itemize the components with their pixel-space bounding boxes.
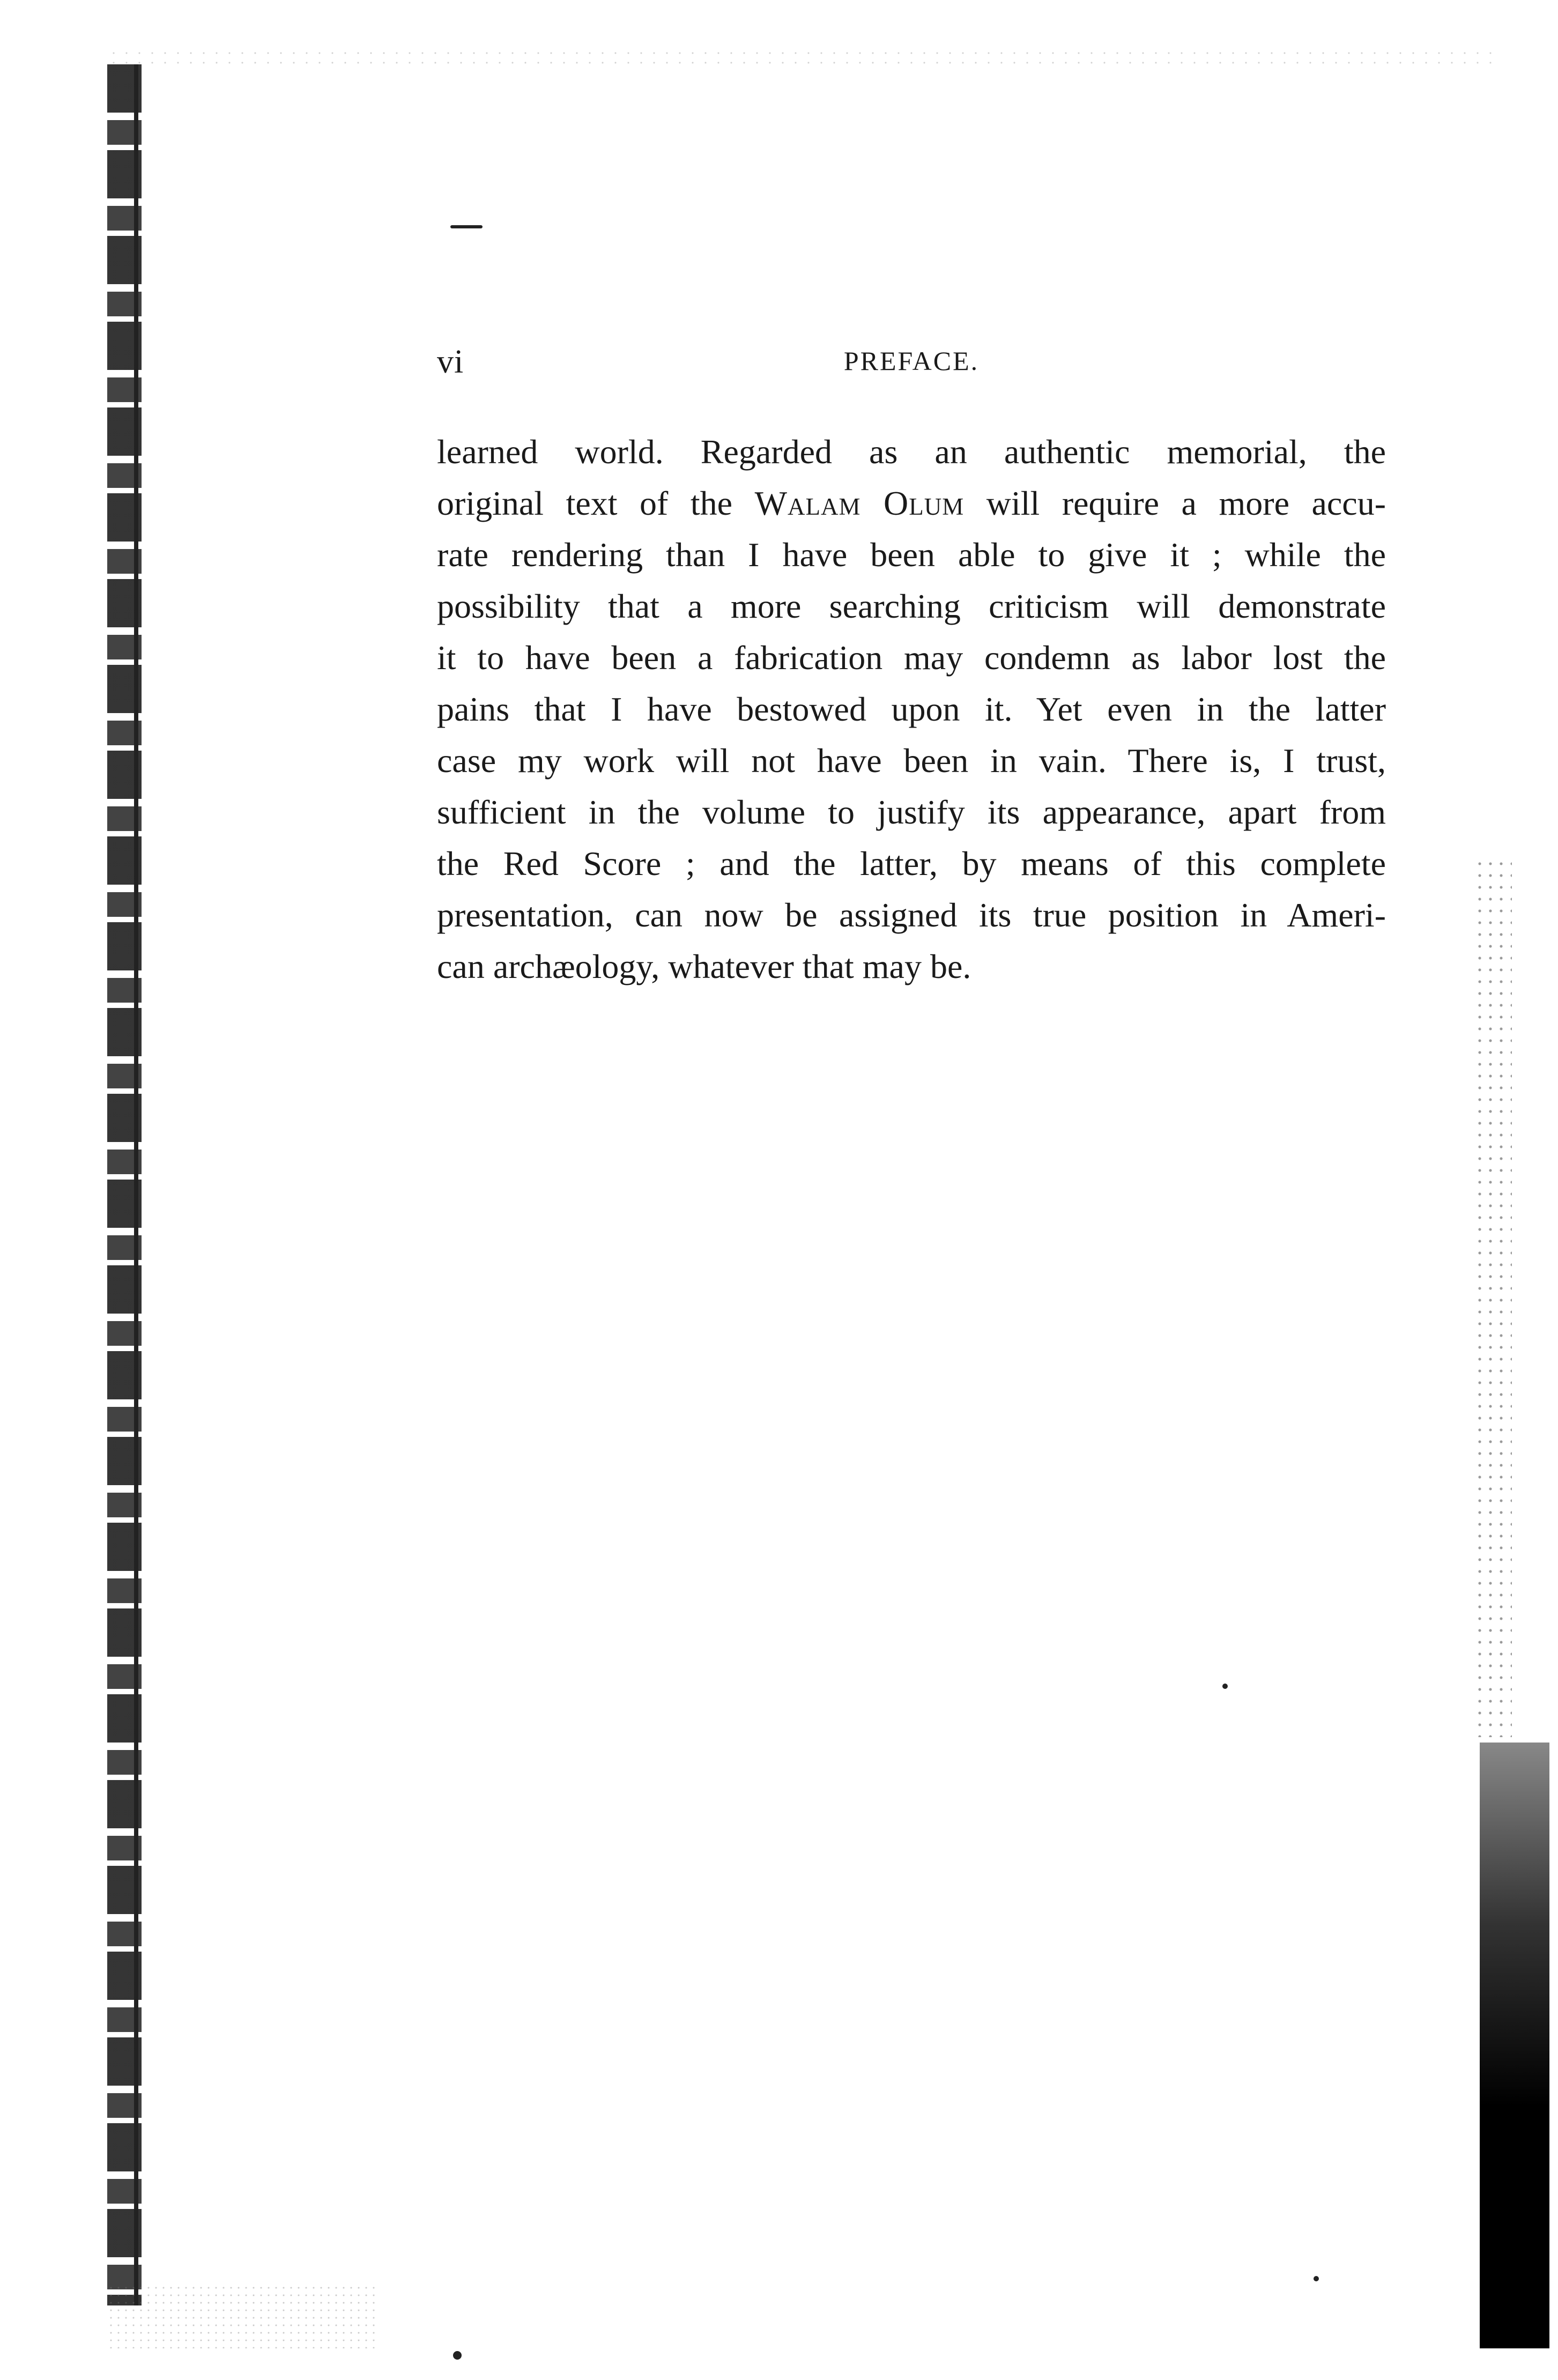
binding-line: [134, 64, 138, 2305]
ink-mark: [450, 225, 483, 228]
ink-speck: [453, 2351, 462, 2360]
page-header: [437, 343, 1386, 386]
text-line: rate rendering than I have been able to give it ; while the: [437, 536, 1386, 574]
text-line: case my work will not have been in vain. There is, I trust,: [437, 742, 1386, 780]
text-line: presentation, can now be assigned its true position in Ameri-: [437, 896, 1386, 934]
walam-olum-title: Walam Olum: [754, 484, 965, 522]
scan-noise-right: [1474, 858, 1512, 1737]
ink-speck: [1222, 1684, 1228, 1689]
text-segment: will require a more accu-: [964, 484, 1386, 522]
scan-shadow-right: [1480, 1743, 1549, 2348]
page-number: vi: [437, 344, 464, 380]
scan-noise-bottom: [107, 2284, 375, 2348]
text-line: it to have been a fabrication may condemn as labor lost the: [437, 639, 1386, 677]
running-head: PREFACE.: [843, 346, 980, 376]
text-line: the Red Score ; and the latter, by means of this complete: [437, 844, 1386, 883]
ink-speck: [1314, 2276, 1319, 2281]
preface-paragraph: [437, 426, 1386, 992]
text-line: possibility that a more searching criticism will demonstrate: [437, 587, 1386, 625]
text-line: can archæology, whatever that may be.: [437, 947, 971, 985]
text-line: sufficient in the volume to justify its appearance, apart from: [437, 793, 1386, 831]
text-line: [437, 478, 1386, 529]
text-segment: original text of the: [437, 484, 755, 522]
scan-noise-top: [107, 48, 1501, 70]
text-line: learned world. Regarded as an authentic memorial, the: [437, 433, 1386, 471]
text-line: pains that I have bestowed upon it. Yet even in the latter: [437, 690, 1386, 728]
